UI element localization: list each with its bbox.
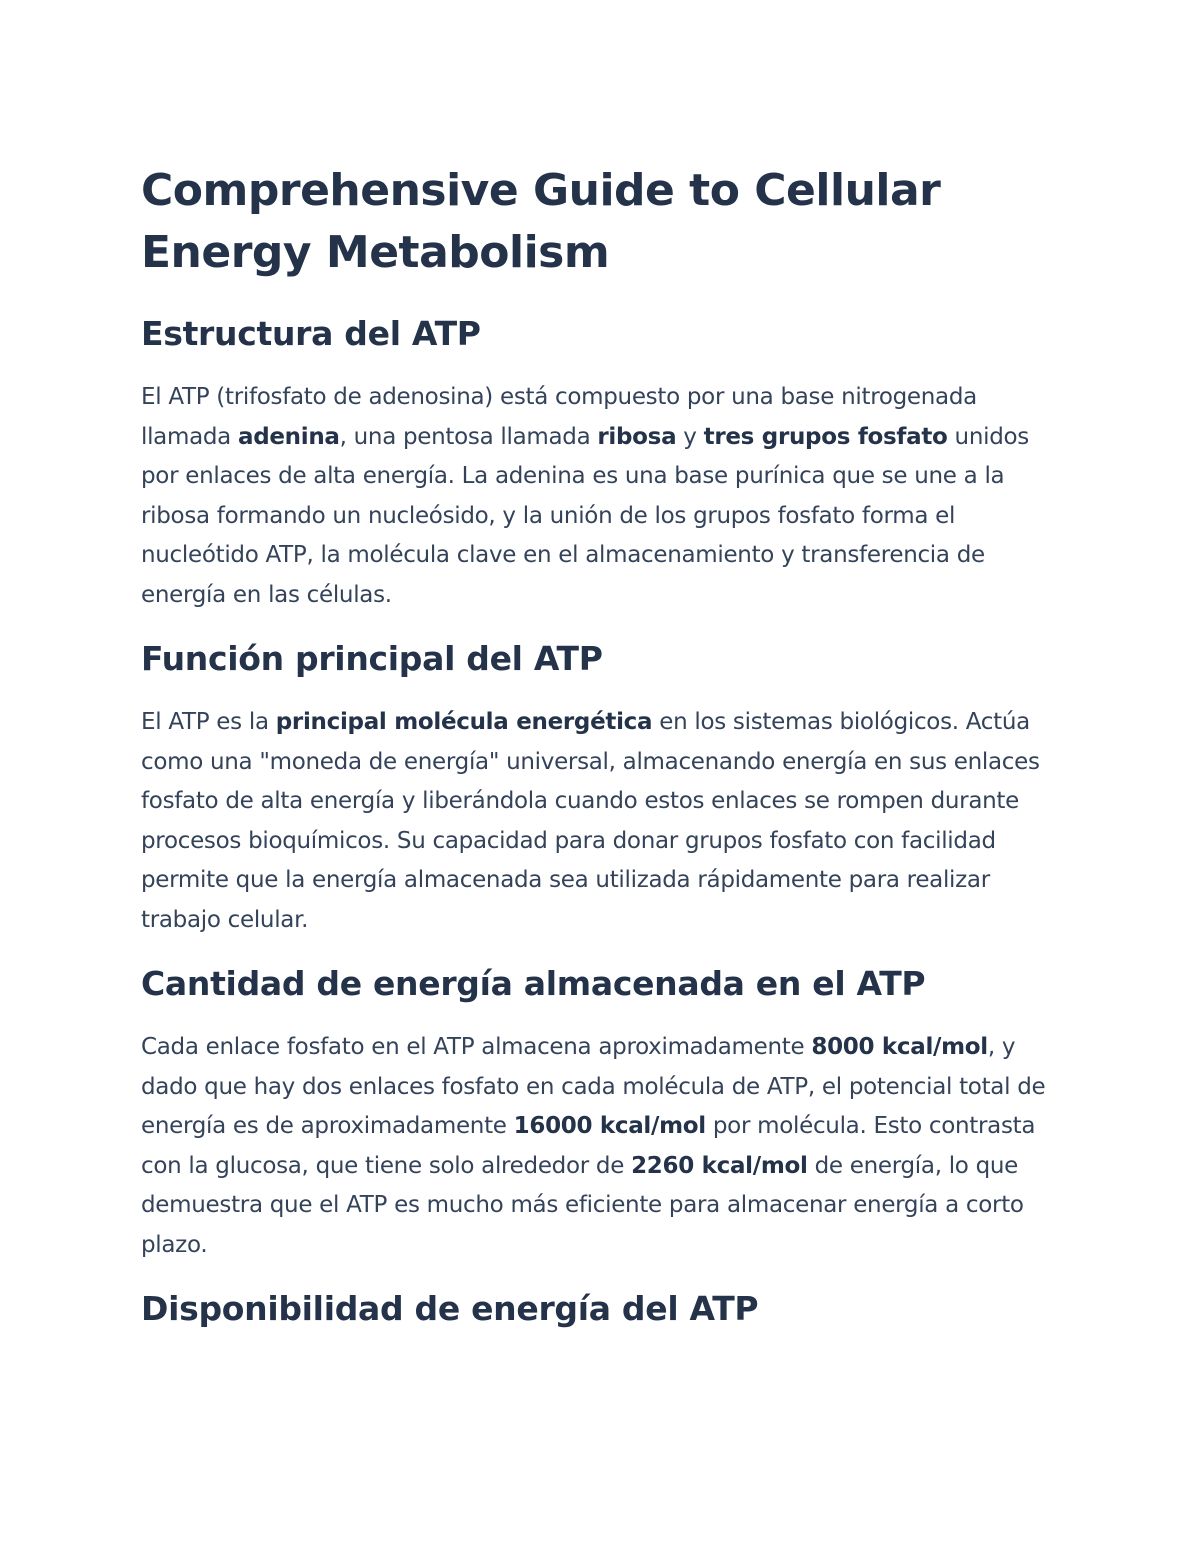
section-heading-estructura: Estructura del ATP [141, 314, 481, 353]
document-title: Comprehensive Guide to Cellular Energy Metabolism [141, 165, 941, 278]
bold-value-16000: 16000 kcal/mol [513, 1113, 706, 1139]
text-run: , y dado que hay dos enlaces fosfato en cada molécula de ATP, el potencial total de energía es de aproximadamente [141, 1034, 1046, 1139]
section-heading-cantidad: Cantidad de energía almacenada en el ATP [141, 964, 926, 1003]
paragraph-funcion [141, 703, 1066, 940]
text-run: de energía, lo que demuestra que el ATP es mucho más eficiente para almacenar energía a corto plazo. [141, 1152, 1024, 1258]
bold-term-molecula: principal molécula energética [275, 709, 653, 735]
bold-term-ribosa: ribosa [597, 423, 677, 450]
section-heading-funcion: Función principal del ATP [141, 639, 603, 678]
text-run: por molécula. Esto contrasta con la glucosa, que tiene solo alrededor de [141, 1113, 1036, 1179]
text-run: , una pentosa llamada [339, 423, 598, 450]
text-run: El ATP es la [141, 709, 276, 735]
paragraph-estructura [141, 378, 1066, 615]
text-run: El ATP (trifosfato de adenosina) está compuesto por una base nitrogenada llamada [141, 384, 977, 450]
bold-value-8000: 8000 kcal/mol [811, 1034, 988, 1060]
paragraph-cantidad [141, 1028, 1066, 1265]
text-run: y [676, 423, 704, 450]
text-run: Cada enlace fosfato en el ATP almacena aproximadamente [141, 1034, 812, 1060]
text-run: unidos por enlaces de alta energía. La adenina es una base purínica que se une a la ribosa formando un nucleósido, y la unión de los grupos fosfato forma el nucleótido ATP, la molécula clave en el almacenamiento y transferencia de energía en las células. [141, 423, 1029, 608]
document-page [141, 160, 1066, 1331]
text-run: en los sistemas biológicos. Actúa como una "moneda de energía" universal, almacenando energía en sus enlaces fosfato de alta energía y liberándola cuando estos enlaces se rompen durante procesos bioquímicos. Su capacidad para donar grupos fosfato con facilidad permite que la energía almacenada sea utilizada rápidamente para realizar trabajo celular. [141, 709, 1040, 933]
section-heading-disponibilidad: Disponibilidad de energía del ATP [141, 1289, 759, 1328]
bold-value-2260: 2260 kcal/mol [631, 1152, 808, 1179]
bold-term-fosfato: tres grupos fosfato [703, 423, 948, 450]
bold-term-adenina: adenina [237, 423, 340, 450]
